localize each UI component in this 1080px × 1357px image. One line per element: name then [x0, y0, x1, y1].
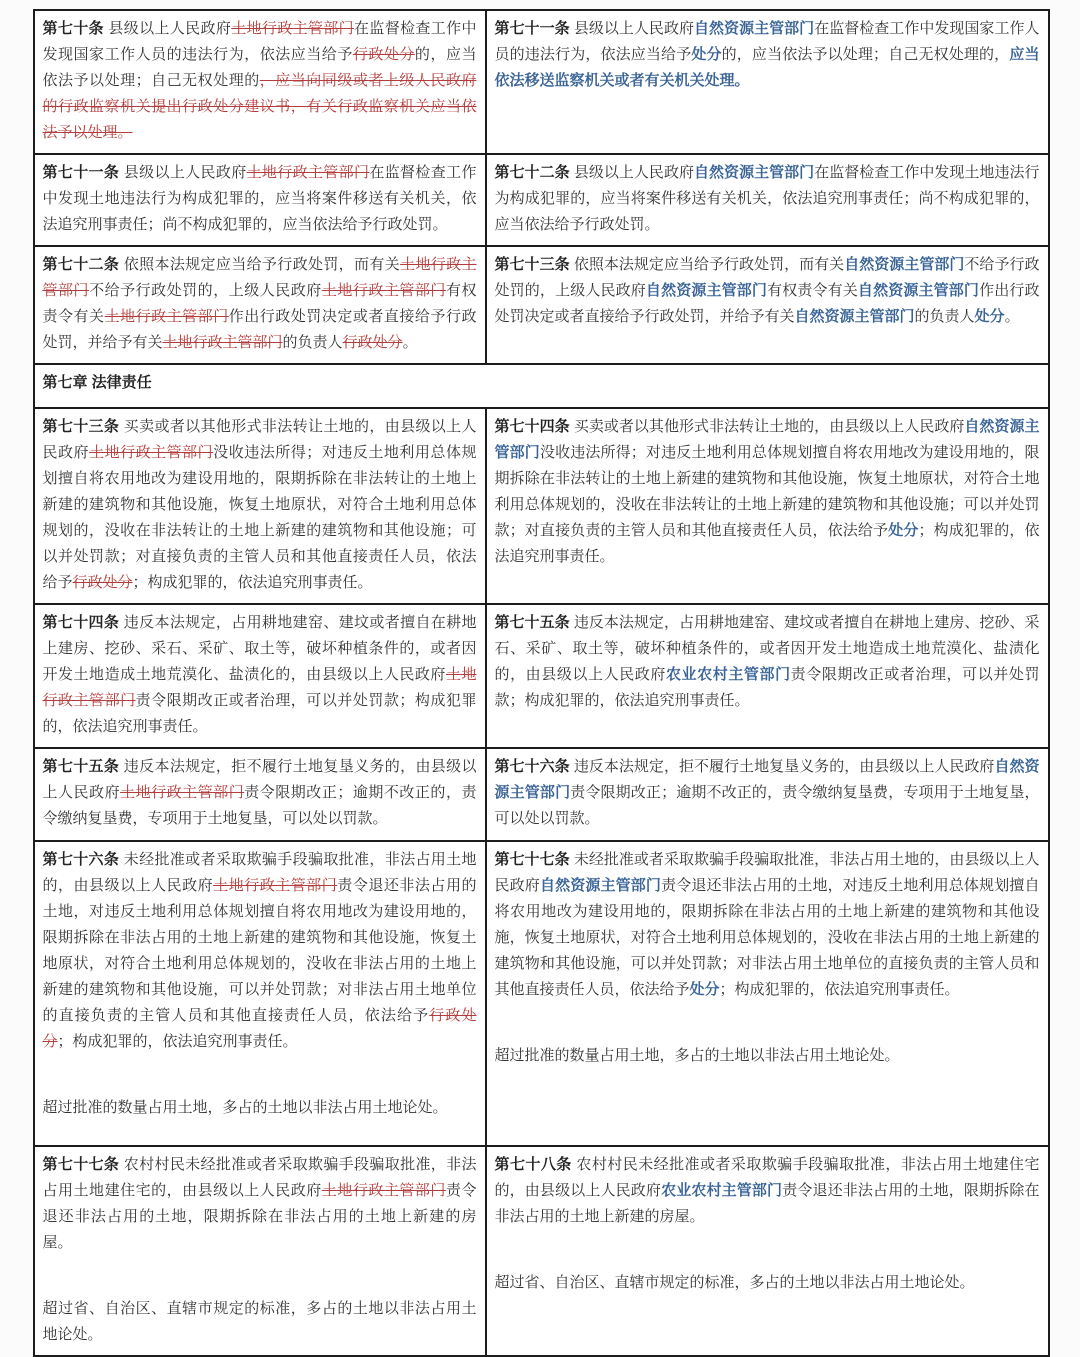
text-segment: 有权责令有关 — [42, 282, 477, 325]
article-paragraph — [495, 1152, 1040, 1230]
article-cell-left — [34, 1146, 486, 1356]
text-segment: 农村村民未经批准或者采取欺骗手段骗取批准，非法占用土地建住宅的，由县级以上人民政府 — [494, 1156, 1040, 1199]
text-segment: 在监督检查工作中发现土地违法行为构成犯罪的，应当将案件移送有关机关，依法追究刑事责任；尚不构成犯罪的，应当依法给予行政处罚。 — [42, 164, 477, 233]
article-number: 第七十五条 — [42, 758, 124, 775]
added-text: 处分 — [689, 981, 720, 998]
text-segment: 超过批准的数量占用土地，多占的土地以非法占用土地论处。 — [42, 1099, 448, 1116]
text-segment: 超过批准的数量占用土地，多占的土地以非法占用土地论处。 — [494, 1047, 900, 1064]
article-number: 第七十四条 — [42, 614, 124, 631]
text-segment: 依照本法规定应当给予行政处罚，而有关 — [123, 256, 401, 273]
added-text: 处分 — [888, 522, 919, 539]
text-segment: 县级以上人民政府 — [123, 164, 247, 181]
text-segment: 县级以上人民政府 — [108, 20, 232, 37]
article-paragraph — [495, 754, 1040, 832]
article-number: 第七十七条 — [494, 851, 574, 868]
text-segment: 买卖或者以其他形式非法转让土地的，由县级以上人民政府 — [42, 418, 477, 461]
article-cell-left — [34, 10, 486, 154]
deleted-text: 土地行政主管部门 — [231, 20, 355, 37]
text-segment: 责令退还非法占用的土地，限期拆除在非法占用的土地上新建的房屋。 — [42, 1182, 477, 1251]
article-cell-left — [34, 841, 486, 1146]
article-number: 第七十一条 — [494, 20, 574, 37]
text-segment: 在监督检查工作中发现国家工作人员的违法行为，依法应当给予 — [42, 20, 477, 63]
article-cell-right — [486, 154, 1049, 246]
comparison-row — [34, 10, 1049, 154]
text-segment: 县级以上人民政府 — [573, 20, 694, 37]
added-text: 自然资源主管部门 — [494, 418, 1040, 461]
article-cell-right — [486, 408, 1049, 604]
deleted-text: 土地行政主管部门 — [104, 308, 229, 325]
text-segment: 责令限期改正或者治理，可以并处罚款；构成犯罪的，依法追究刑事责任。 — [494, 666, 1040, 709]
added-text: 自然资源主管部门 — [857, 282, 980, 299]
text-segment: 超过省、自治区、直辖市规定的标准，多占的土地以非法占用土地论处。 — [42, 1300, 477, 1343]
comparison-row — [34, 154, 1049, 246]
text-segment: 责令限期改正或者治理，可以并处罚款；构成犯罪的，依法追究刑事责任。 — [42, 692, 477, 735]
text-segment: 超过省、自治区、直辖市规定的标准，多占的土地以非法占用土地论处。 — [494, 1274, 975, 1291]
deleted-text: 行政处分 — [42, 1007, 477, 1050]
article-paragraph — [495, 610, 1040, 714]
article-number: 第七十六条 — [494, 758, 574, 775]
article-paragraph — [495, 16, 1040, 94]
text-segment: 违反本法规定，拒不履行土地复垦义务的，由县级以上人民政府 — [573, 758, 995, 775]
text-segment: ；构成犯罪的，依法追究刑事责任。 — [57, 1033, 298, 1050]
text-segment: 。 — [1004, 308, 1020, 325]
article-paragraph — [43, 1296, 477, 1348]
text-segment: 买卖或者以其他形式非法转让土地的，由县级以上人民政府 — [573, 418, 965, 435]
article-paragraph — [43, 1152, 477, 1256]
added-text: 自然资源主管部门 — [694, 20, 815, 37]
article-cell-left — [34, 604, 486, 748]
law-comparison-document — [33, 9, 1048, 1357]
text-segment: 违反本法规定，占用耕地建窑、建坟或者擅自在耕地上建房、挖砂、采石、采矿、取土等，破坏种植条件的，或者因开发土地造成土地荒漠化、盐渍化的，由县级以上人民政府 — [42, 614, 477, 683]
comparison-row — [34, 604, 1049, 748]
text-segment: 在监督检查工作中发现国家工作人员的违法行为，依法应当给予 — [494, 20, 1040, 63]
text-segment: 县级以上人民政府 — [573, 164, 694, 181]
deleted-text: 土地行政主管部门 — [162, 334, 283, 351]
added-text: 农业农村主管部门 — [665, 666, 791, 683]
deleted-text: 土地行政主管部门 — [89, 444, 214, 461]
text-segment: 的，应当依法予以处理；自己无权处理的， — [721, 46, 1010, 63]
text-segment: 责令限期改正；逾期不改正的，责令缴纳复垦费，专项用于土地复垦，可以处以罚款。 — [494, 784, 1040, 827]
text-segment: 责令退还非法占用的土地，对违反土地利用总体规划擅自将农用地改为建设用地的，限期拆除在非法占用的土地上新建的建筑物和其他设施，恢复土地原状，对符合土地利用总体规划的，没收在非法占用的土地上新建的建筑物和其他设施，可以并处罚款；对非法占用土地单位的直接负责的主管人员和其他直接责任人员，依法给予 — [494, 877, 1040, 998]
text-segment: 的负责人 — [282, 334, 343, 351]
text-segment: 违反本法规定，拒不履行土地复垦义务的，由县级以上人民政府 — [42, 758, 477, 801]
article-cell-left — [34, 246, 486, 364]
article-number: 第七十五条 — [494, 614, 574, 631]
text-segment: 有权责令有关 — [767, 282, 858, 299]
added-text: 农业农村主管部门 — [661, 1182, 783, 1199]
text-segment: ；构成犯罪的，依法追究刑事责任。 — [132, 574, 373, 591]
text-segment: ；构成犯罪的，依法追究刑事责任。 — [494, 522, 1040, 565]
comparison-row — [34, 841, 1049, 1146]
article-paragraph — [43, 414, 477, 596]
article-cell-right — [486, 1146, 1049, 1356]
article-paragraph — [43, 1095, 477, 1121]
text-segment: 作出行政处罚决定或者直接给予行政处罚，并给予有关 — [42, 308, 477, 351]
chapter-row — [34, 364, 1049, 408]
added-text: 自然资源主管部门 — [694, 164, 815, 181]
article-paragraph — [495, 160, 1040, 238]
comparison-row — [34, 748, 1049, 841]
article-number: 第七十七条 — [42, 1156, 124, 1173]
article-paragraph — [495, 847, 1040, 1003]
text-segment: 未经批准或者采取欺骗手段骗取批准，非法占用土地的，由县级以上人民政府 — [42, 851, 477, 894]
text-segment: 没收违法所得；对违反土地利用总体规划擅自将农用地改为建设用地的，限期拆除在非法转让的土地上新建的建筑物和其他设施，恢复土地原状，对符合土地利用总体规划的，没收在非法转让的土地上新建的建筑物和其他设施；可以并处罚款；对直接负责的主管人员和其他直接责任人员，依法给予 — [42, 444, 477, 591]
comparison-row — [34, 1146, 1049, 1356]
article-cell-left — [34, 408, 486, 604]
text-segment: 在监督检查工作中发现土地违法行为构成犯罪的，应当将案件移送有关机关，依法追究刑事责任；尚不构成犯罪的，应当依法给予行政处罚。 — [494, 164, 1040, 233]
article-cell-right — [486, 841, 1049, 1146]
deleted-text: ，应当向同级或者上级人民政府的行政监察机关提出行政处分建议书，有关行政监察机关应当依法予以处理。 — [42, 72, 477, 141]
comparison-table-body — [34, 10, 1049, 1356]
deleted-text: 土地行政主管部门 — [42, 666, 477, 709]
article-paragraph — [495, 414, 1040, 570]
article-number: 第七十二条 — [42, 256, 124, 273]
deleted-text: 行政处分 — [352, 46, 415, 63]
article-paragraph — [43, 847, 477, 1055]
article-number: 第七十八条 — [494, 1156, 577, 1173]
article-cell-right — [486, 246, 1049, 364]
article-paragraph — [495, 1043, 1040, 1069]
added-text: 处分 — [691, 46, 722, 63]
article-number: 第七十六条 — [42, 851, 124, 868]
deleted-text: 土地行政主管部门 — [321, 1182, 446, 1199]
text-segment: 农村村民未经批准或者采取欺骗手段骗取批准，非法占用土地建住宅的，由县级以上人民政府 — [42, 1156, 477, 1199]
deleted-text: 土地行政主管部门 — [213, 877, 338, 894]
comparison-row — [34, 246, 1049, 364]
deleted-text: 土地行政主管部门 — [321, 282, 446, 299]
added-text: 处分 — [974, 308, 1005, 325]
article-paragraph — [43, 16, 477, 146]
text-segment: 作出行政处罚决定或者直接给予行政处罚，并给予有关 — [494, 282, 1040, 325]
text-segment: 的负责人 — [914, 308, 975, 325]
article-paragraph — [495, 1270, 1040, 1296]
added-text: 应当依法移送监察机关或者有关机关处理。 — [494, 46, 1040, 89]
comparison-table — [33, 9, 1050, 1357]
article-number: 第七十四条 — [494, 418, 574, 435]
article-number: 第七十二条 — [494, 164, 574, 181]
deleted-text: 土地行政主管部门 — [120, 784, 245, 801]
text-segment: 依照本法规定应当给予行政处罚，而有关 — [573, 256, 845, 273]
added-text: 自然资源主管部门 — [844, 256, 965, 273]
text-segment: 不给予行政处罚的，上级人民政府 — [494, 256, 1040, 299]
article-number: 第七十条 — [42, 20, 109, 37]
article-number: 第七十三条 — [494, 256, 574, 273]
text-segment: 责令退还非法占用的土地，限期拆除在非法占用的土地上新建的房屋。 — [494, 1182, 1040, 1225]
article-cell-left — [34, 748, 486, 841]
text-segment: 的，应当依法予以处理；自己无权处理的 — [42, 46, 477, 89]
text-segment: 没收违法所得；对违反土地利用总体规划擅自将农用地改为建设用地的，限期拆除在非法转让的土地上新建的建筑物和其他设施，恢复土地原状，对符合土地利用总体规划的，没收在非法转让的土地上新建的建筑物和其他设施；可以并处罚款；对直接负责的主管人员和其他直接责任人员，依法给予 — [494, 444, 1040, 539]
article-number: 第七十一条 — [42, 164, 124, 181]
added-text: 自然资源主管部门 — [794, 308, 915, 325]
article-paragraph — [495, 252, 1040, 330]
text-segment: 责令限期改正；逾期不改正的，责令缴纳复垦费，专项用于土地复垦，可以处以罚款。 — [42, 784, 477, 827]
deleted-text: 行政处分 — [342, 334, 403, 351]
article-number: 第七十三条 — [42, 418, 124, 435]
article-paragraph — [43, 160, 477, 238]
deleted-text: 土地行政主管部门 — [246, 164, 370, 181]
article-paragraph — [43, 754, 477, 832]
added-text: 自然资源主管部门 — [645, 282, 768, 299]
text-segment: 不给予行政处罚的，上级人民政府 — [89, 282, 322, 299]
article-paragraph — [43, 252, 477, 356]
text-segment: 责令退还非法占用的土地，对违反土地利用总体规划擅自将农用地改为建设用地的，限期拆除在非法占用的土地上新建的建筑物和其他设施，恢复土地原状，对符合土地利用总体规划的，没收在非法占用的土地上新建的建筑物和其他设施，可以并处罚款；对非法占用土地单位的直接负责的主管人员和其他直接责任人员，依法给予 — [42, 877, 477, 1024]
text-segment: ；构成犯罪的，依法追究刑事责任。 — [719, 981, 960, 998]
article-cell-right — [486, 604, 1049, 748]
added-text: 自然资源主管部门 — [539, 877, 662, 894]
text-segment: 未经批准或者采取欺骗手段骗取批准，非法占用土地的，由县级以上人民政府 — [494, 851, 1040, 894]
article-cell-right — [486, 748, 1049, 841]
deleted-text: 行政处分 — [72, 574, 133, 591]
article-paragraph — [43, 610, 477, 740]
text-segment: 。 — [402, 334, 418, 351]
text-segment: 违反本法规定，占用耕地建窑、建坟或者擅自在耕地上建房、挖砂、采石、采矿、取土等，破坏种植条件的，或者因开发土地造成土地荒漠化、盐渍化的，由县级以上人民政府 — [494, 614, 1040, 683]
article-cell-right — [486, 10, 1049, 154]
deleted-text: 土地行政主管部门 — [42, 256, 477, 299]
added-text: 自然资源主管部门 — [494, 758, 1040, 801]
chapter-heading: 第七章 法律责任 — [34, 364, 1049, 408]
comparison-row — [34, 408, 1049, 604]
article-cell-left — [34, 154, 486, 246]
